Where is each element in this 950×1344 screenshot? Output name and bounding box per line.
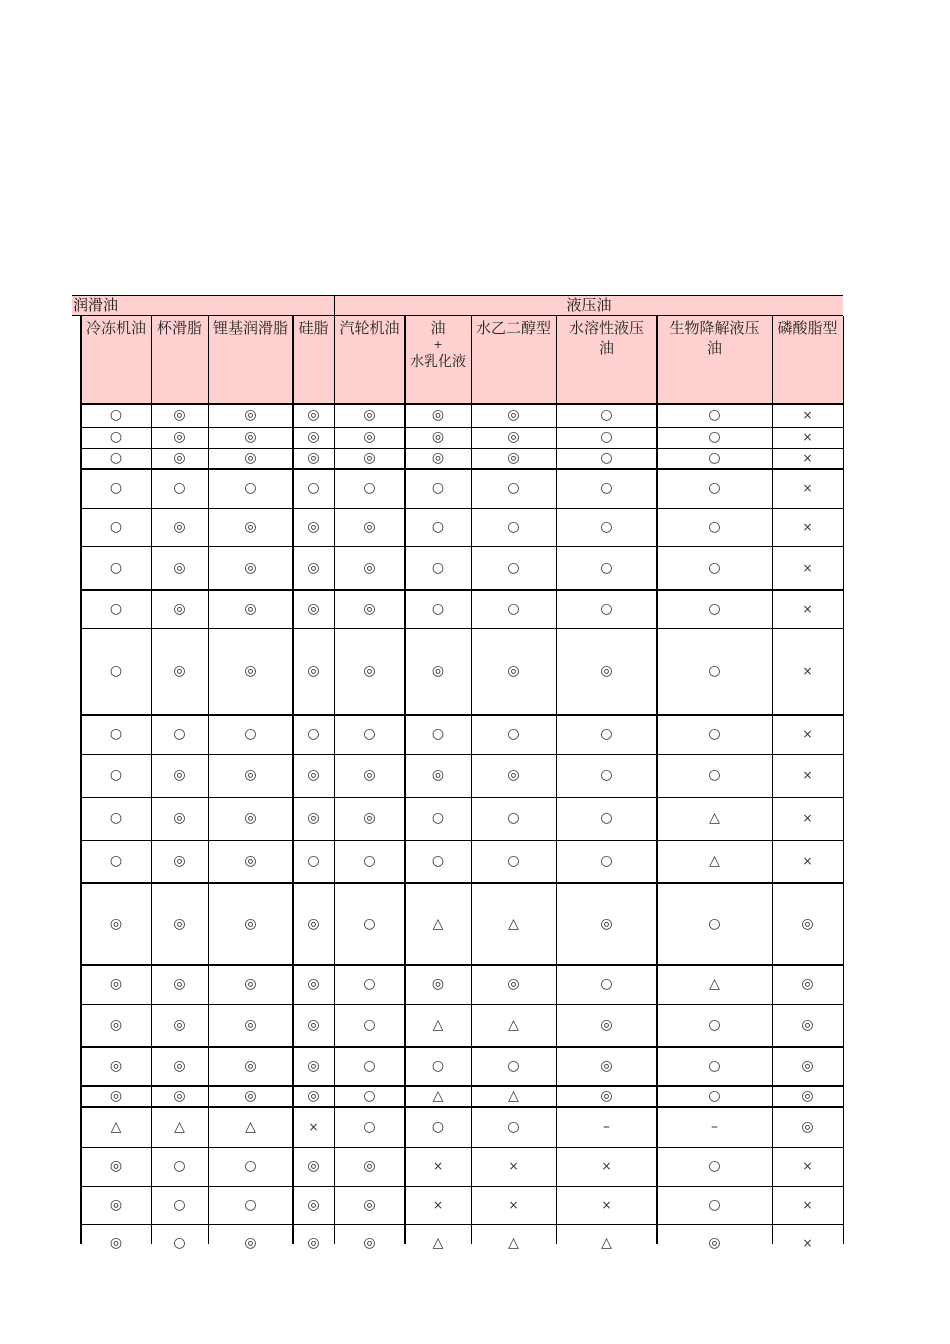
table-cell[interactable]: ◎ xyxy=(431,407,445,423)
table-cell[interactable]: ○ xyxy=(109,519,123,535)
table-cell[interactable]: × xyxy=(432,1159,444,1173)
table-cell[interactable]: ○ xyxy=(600,519,613,535)
table-cell[interactable]: ◎ xyxy=(244,853,257,869)
column-header-oil-water-emulsion[interactable] xyxy=(405,318,471,372)
table-cell[interactable]: △ xyxy=(174,1119,185,1135)
table-cell[interactable]: ◎ xyxy=(173,519,186,535)
column-header-phosphate-ester[interactable]: 磷酸脂型 xyxy=(777,319,838,337)
table-cell[interactable]: × xyxy=(802,561,813,575)
table-cell[interactable]: ○ xyxy=(109,810,123,826)
table-cell[interactable]: × xyxy=(802,451,813,465)
table-cell[interactable]: △ xyxy=(601,1235,612,1251)
table-cell[interactable]: ○ xyxy=(307,480,320,496)
table-cell[interactable]: × xyxy=(802,664,813,678)
table-cell[interactable]: × xyxy=(802,854,813,868)
table-cell[interactable]: ◎ xyxy=(431,663,445,679)
table-cell[interactable]: ○ xyxy=(507,726,520,742)
column-header-biodegradable-hydraulic[interactable] xyxy=(657,318,772,358)
table-cell[interactable]: △ xyxy=(110,1119,122,1135)
table-cell[interactable]: ◎ xyxy=(307,519,320,535)
table-cell[interactable]: ○ xyxy=(708,1017,721,1033)
table-cell[interactable]: × xyxy=(508,1159,519,1173)
table-cell[interactable]: ◎ xyxy=(507,450,520,466)
table-cell[interactable]: △ xyxy=(432,1088,444,1104)
table-cell[interactable]: ◎ xyxy=(307,450,320,466)
column-header-lithium-grease[interactable]: 锂基润滑脂 xyxy=(212,319,288,337)
table-cell[interactable]: ◎ xyxy=(307,1088,320,1104)
table-cell[interactable]: – xyxy=(603,1119,610,1135)
table-cell[interactable]: ◎ xyxy=(109,976,123,992)
table-cell[interactable]: × xyxy=(601,1159,612,1173)
table-cell[interactable]: ○ xyxy=(363,853,376,869)
column-divider xyxy=(843,316,844,1244)
table-cell[interactable]: ◎ xyxy=(307,663,320,679)
table-cell[interactable]: ◎ xyxy=(507,976,520,992)
table-cell[interactable]: ◎ xyxy=(173,450,186,466)
table-cell[interactable]: ○ xyxy=(244,726,257,742)
table-cell[interactable]: ◎ xyxy=(307,1235,320,1251)
table-cell[interactable]: × xyxy=(802,602,813,616)
column-header-water-soluble-hydraulic[interactable] xyxy=(556,318,657,358)
table-cell[interactable]: ○ xyxy=(708,1158,721,1174)
table-cell[interactable]: × xyxy=(802,1236,813,1250)
table-cell[interactable]: ○ xyxy=(708,1197,721,1213)
table-cell[interactable]: ○ xyxy=(307,853,320,869)
table-cell[interactable]: ○ xyxy=(708,407,721,423)
header-line-1: 水溶性液压 xyxy=(568,319,644,337)
table-cell[interactable]: ○ xyxy=(708,1088,721,1104)
table-cell[interactable]: ◎ xyxy=(307,601,320,617)
table-cell[interactable]: ○ xyxy=(109,726,123,742)
table-cell[interactable]: ◎ xyxy=(801,1119,814,1135)
table-cell[interactable]: ○ xyxy=(109,601,123,617)
table-cell[interactable]: ◎ xyxy=(307,767,320,783)
table-cell[interactable]: ○ xyxy=(109,767,123,783)
table-cell[interactable]: △ xyxy=(432,1235,444,1251)
table-cell[interactable]: × xyxy=(802,520,813,534)
table-cell[interactable]: ○ xyxy=(507,853,520,869)
column-header-water-glycol[interactable]: 水乙二醇型 xyxy=(475,319,551,337)
table-cell[interactable]: ○ xyxy=(600,810,613,826)
table-cell[interactable]: ◎ xyxy=(244,663,257,679)
table-cell[interactable]: ◎ xyxy=(363,601,376,617)
table-cell[interactable]: ○ xyxy=(173,1235,186,1251)
table-cell[interactable]: ◎ xyxy=(431,450,445,466)
table-cell[interactable]: ○ xyxy=(600,726,613,742)
table-cell[interactable]: ◎ xyxy=(801,1058,814,1074)
table-cell[interactable]: ◎ xyxy=(801,976,814,992)
table-cell[interactable]: ○ xyxy=(363,1119,376,1135)
table-cell[interactable]: ○ xyxy=(431,560,445,576)
table-cell[interactable]: ○ xyxy=(507,601,520,617)
column-header-turbine-oil[interactable]: 汽轮机油 xyxy=(339,319,400,337)
table-cell[interactable]: △ xyxy=(432,1017,444,1033)
table-cell[interactable]: ◎ xyxy=(363,1158,376,1174)
table-cell[interactable]: ○ xyxy=(363,1058,376,1074)
table-cell[interactable]: ◎ xyxy=(431,767,445,783)
table-cell[interactable]: ◎ xyxy=(307,916,320,932)
table-cell[interactable]: ◎ xyxy=(173,601,186,617)
table-cell[interactable]: ◎ xyxy=(431,429,445,445)
table-cell[interactable]: ○ xyxy=(600,480,613,496)
table-cell[interactable]: ◎ xyxy=(173,976,186,992)
table-cell[interactable]: ◎ xyxy=(307,1058,320,1074)
table-cell[interactable]: × xyxy=(308,1120,319,1134)
table-cell[interactable]: ○ xyxy=(708,601,721,617)
table-cell[interactable]: ○ xyxy=(708,480,721,496)
table-cell[interactable]: × xyxy=(802,430,813,444)
table-cell[interactable]: ○ xyxy=(244,480,257,496)
table-cell[interactable]: ◎ xyxy=(244,1235,257,1251)
table-cell[interactable]: ○ xyxy=(431,480,445,496)
table-cell[interactable]: ◎ xyxy=(244,1058,257,1074)
table-cell[interactable]: ○ xyxy=(507,1119,520,1135)
table-cell[interactable]: ○ xyxy=(708,1058,721,1074)
table-cell[interactable]: ◎ xyxy=(363,663,376,679)
table-cell[interactable]: △ xyxy=(508,1235,519,1251)
table-cell[interactable]: ◎ xyxy=(173,407,186,423)
table-cell[interactable]: ○ xyxy=(173,1158,186,1174)
table-cell[interactable]: ○ xyxy=(109,407,123,423)
table-cell[interactable]: ◎ xyxy=(507,407,520,423)
table-cell[interactable]: ○ xyxy=(708,663,721,679)
table-cell[interactable]: ○ xyxy=(507,519,520,535)
table-cell[interactable]: ◎ xyxy=(244,560,257,576)
table-cell[interactable]: × xyxy=(802,408,813,422)
table-cell[interactable]: ◎ xyxy=(244,1017,257,1033)
table-cell[interactable]: ○ xyxy=(600,429,613,445)
table-cell[interactable]: ○ xyxy=(244,1197,257,1213)
table-cell[interactable]: × xyxy=(802,481,813,495)
table-cell[interactable]: × xyxy=(802,1159,813,1173)
table-cell[interactable]: ○ xyxy=(173,726,186,742)
group-header-hydraulic[interactable]: 液压油 xyxy=(335,295,843,316)
table-cell[interactable]: ◎ xyxy=(109,1088,123,1104)
table-cell[interactable]: ◎ xyxy=(109,916,123,932)
column-header-refrigerator-oil[interactable]: 冷冻机油 xyxy=(85,319,146,337)
table-cell[interactable]: ◎ xyxy=(173,916,186,932)
table-cell[interactable]: ◎ xyxy=(801,1017,814,1033)
table-cell[interactable]: ◎ xyxy=(307,407,320,423)
table-cell[interactable]: ○ xyxy=(600,560,613,576)
table-cell[interactable]: ◎ xyxy=(507,663,520,679)
table-cell[interactable]: ◎ xyxy=(244,450,257,466)
table-cell[interactable]: ○ xyxy=(507,480,520,496)
table-cell[interactable]: ◎ xyxy=(307,976,320,992)
table-cell[interactable]: × xyxy=(802,811,813,825)
table-cell[interactable]: ◎ xyxy=(109,1197,123,1213)
table-cell[interactable]: ○ xyxy=(109,663,123,679)
table-cell[interactable]: ◎ xyxy=(244,810,257,826)
table-cell[interactable]: ○ xyxy=(363,976,376,992)
table-cell[interactable]: △ xyxy=(508,1017,519,1033)
table-cell[interactable]: ◎ xyxy=(244,429,257,445)
table-cell[interactable]: ◎ xyxy=(244,916,257,932)
table-cell[interactable]: ◎ xyxy=(600,1088,613,1104)
table-cell[interactable]: ◎ xyxy=(109,1235,123,1251)
table-cell[interactable]: ◎ xyxy=(363,560,376,576)
table-cell[interactable]: ○ xyxy=(431,1058,445,1074)
table-cell[interactable]: × xyxy=(601,1198,612,1212)
table-cell[interactable]: ◎ xyxy=(109,1058,123,1074)
table-cell[interactable]: ◎ xyxy=(244,407,257,423)
table-cell[interactable]: – xyxy=(711,1119,718,1135)
header-line-2: 油 xyxy=(706,339,722,357)
table-cell[interactable]: ◎ xyxy=(244,1088,257,1104)
table-cell[interactable]: △ xyxy=(508,916,519,932)
table-cell[interactable]: ◎ xyxy=(363,810,376,826)
table-cell[interactable]: ◎ xyxy=(173,560,186,576)
table-cell[interactable]: ◎ xyxy=(244,976,257,992)
table-cell[interactable]: ○ xyxy=(600,407,613,423)
table-cell[interactable]: ◎ xyxy=(307,429,320,445)
table-cell[interactable]: ◎ xyxy=(363,519,376,535)
table-cell[interactable]: ◎ xyxy=(173,663,186,679)
table-cell[interactable]: ◎ xyxy=(307,560,320,576)
table-cell[interactable]: ○ xyxy=(363,726,376,742)
table-cell[interactable]: ◎ xyxy=(801,916,814,932)
table-cell[interactable]: ○ xyxy=(363,1088,376,1104)
table-cell[interactable]: ○ xyxy=(600,601,613,617)
table-cell[interactable]: ○ xyxy=(109,853,123,869)
table-cell[interactable]: ◎ xyxy=(173,810,186,826)
table-cell[interactable]: ○ xyxy=(600,976,613,992)
table-cell[interactable]: ○ xyxy=(431,601,445,617)
table-cell[interactable]: ◎ xyxy=(363,767,376,783)
table-cell[interactable]: ◎ xyxy=(307,1158,320,1174)
table-cell[interactable]: ○ xyxy=(600,450,613,466)
table-cell[interactable]: ○ xyxy=(173,1197,186,1213)
table-cell[interactable]: × xyxy=(802,1198,813,1212)
table-cell[interactable]: ◎ xyxy=(244,767,257,783)
table-cell[interactable]: ○ xyxy=(708,916,721,932)
table-cell[interactable]: ○ xyxy=(507,560,520,576)
table-cell[interactable]: ○ xyxy=(708,519,721,535)
table-cell[interactable]: ◎ xyxy=(507,767,520,783)
table-cell[interactable]: ◎ xyxy=(307,810,320,826)
table-cell[interactable]: ◎ xyxy=(173,1058,186,1074)
table-cell[interactable]: ◎ xyxy=(363,1235,376,1251)
column-header-silicone-grease[interactable]: 硅脂 xyxy=(298,319,329,337)
table-cell[interactable]: ○ xyxy=(244,1158,257,1174)
column-header-cup-grease[interactable]: 杯滑脂 xyxy=(156,319,202,337)
table-cell[interactable]: ◎ xyxy=(173,1088,186,1104)
table-cell[interactable]: ◎ xyxy=(600,663,613,679)
header-line-1: 油 xyxy=(430,319,446,337)
table-cell[interactable]: ○ xyxy=(431,726,445,742)
table-cell[interactable]: ○ xyxy=(600,853,613,869)
table-cell[interactable]: ○ xyxy=(708,450,721,466)
table-cell[interactable]: ◎ xyxy=(173,429,186,445)
table-cell[interactable]: ○ xyxy=(431,853,445,869)
table-cell[interactable]: ◎ xyxy=(708,1235,721,1251)
table-cell[interactable]: ◎ xyxy=(801,1088,814,1104)
table-cell[interactable]: ◎ xyxy=(600,1058,613,1074)
header-line-3: 水乳化液 xyxy=(410,354,466,370)
table-cell[interactable]: ◎ xyxy=(363,429,376,445)
table-cell[interactable]: ○ xyxy=(708,767,721,783)
table-cell[interactable]: ○ xyxy=(109,560,123,576)
table-cell[interactable]: ◎ xyxy=(363,407,376,423)
table-cell[interactable]: ○ xyxy=(431,519,445,535)
table-cell[interactable]: ○ xyxy=(708,560,721,576)
table-cell[interactable]: × xyxy=(802,768,813,782)
table-cell[interactable]: × xyxy=(802,727,813,741)
table-cell[interactable]: ◎ xyxy=(244,601,257,617)
table-cell[interactable]: ◎ xyxy=(307,1017,320,1033)
table-cell[interactable]: △ xyxy=(432,916,444,932)
group-header-lubricant[interactable]: 润滑油 xyxy=(72,295,335,316)
table-cell[interactable]: ○ xyxy=(431,1119,445,1135)
table-cell[interactable]: ○ xyxy=(708,726,721,742)
table-cell[interactable]: ○ xyxy=(431,810,445,826)
header-line-1: 生物降解液压 xyxy=(669,319,760,337)
table-cell[interactable]: ◎ xyxy=(600,916,613,932)
table-cell[interactable]: ○ xyxy=(109,429,123,445)
table-cell[interactable]: △ xyxy=(245,1119,256,1135)
table-cell[interactable]: △ xyxy=(709,853,720,869)
table-cell[interactable]: ○ xyxy=(363,1017,376,1033)
table-cell[interactable]: ◎ xyxy=(109,1158,123,1174)
table-cell[interactable]: ○ xyxy=(363,480,376,496)
table-cell[interactable]: ○ xyxy=(109,480,123,496)
table-cell[interactable]: ◎ xyxy=(600,1017,613,1033)
table-cell[interactable]: ◎ xyxy=(431,976,445,992)
table-cell[interactable]: ○ xyxy=(507,1058,520,1074)
table-cell[interactable]: ◎ xyxy=(307,1197,320,1213)
table-cell[interactable]: ○ xyxy=(109,450,123,466)
table-cell[interactable]: ○ xyxy=(507,810,520,826)
table-cell[interactable]: ◎ xyxy=(363,1197,376,1213)
table-cell[interactable]: ○ xyxy=(600,767,613,783)
table-cell[interactable]: △ xyxy=(508,1088,519,1104)
table-cell[interactable]: ◎ xyxy=(173,1017,186,1033)
table-cell[interactable]: ○ xyxy=(173,480,186,496)
table-cell[interactable]: ○ xyxy=(708,429,721,445)
table-cell[interactable]: ○ xyxy=(307,726,320,742)
table-cell[interactable]: ◎ xyxy=(109,1017,123,1033)
table-cell[interactable]: △ xyxy=(709,976,720,992)
table-cell[interactable]: ◎ xyxy=(507,429,520,445)
table-cell[interactable]: ◎ xyxy=(244,519,257,535)
table-cell[interactable]: ◎ xyxy=(173,767,186,783)
table-cell[interactable]: ◎ xyxy=(363,450,376,466)
header-line-2: 油 xyxy=(598,339,614,357)
table-cell[interactable]: × xyxy=(508,1198,519,1212)
table-cell[interactable]: ◎ xyxy=(173,853,186,869)
table-cell[interactable]: ○ xyxy=(363,916,376,932)
header-line-2: + xyxy=(433,338,443,351)
table-cell[interactable]: × xyxy=(432,1198,444,1212)
table-cell[interactable]: △ xyxy=(709,810,720,826)
